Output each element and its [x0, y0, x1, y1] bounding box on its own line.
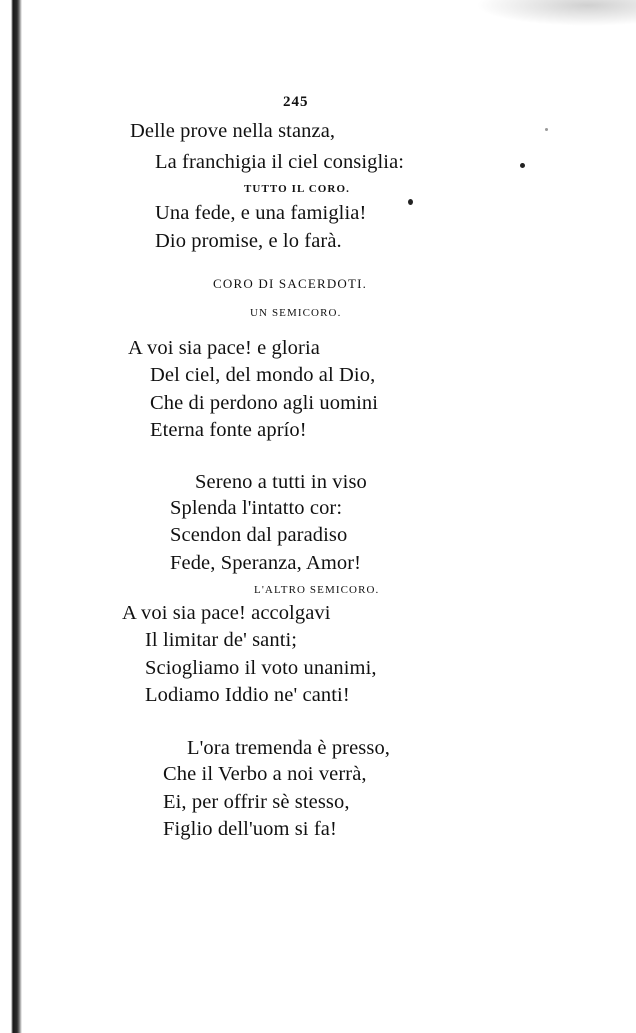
scan-smudge: [476, 0, 636, 26]
verse-line: Che il Verbo a noi verrà,: [163, 763, 367, 785]
verse-line: L'ora tremenda è presso,: [187, 737, 391, 759]
section-heading-coro-di-sacerdoti: CORO DI SACERDOTI.: [213, 276, 368, 291]
verse-line: La franchigia il ciel consiglia:: [155, 151, 405, 173]
speaker-label-un-semicoro: UN SEMICORO.: [250, 307, 342, 319]
verse-line: Eterna fonte aprío!: [150, 419, 307, 441]
verse-line: A voi sia pace! e gloria: [128, 337, 320, 359]
verse-line: A voi sia pace! accolgavi: [122, 602, 331, 624]
speaker-label-altro-semicoro: L'ALTRO SEMICORO.: [254, 584, 380, 596]
verse-line: Che di perdono agli uomini: [150, 392, 379, 414]
verse-line: Ei, per offrir sè stesso,: [163, 791, 350, 813]
verse-line: Scendon dal paradiso: [170, 524, 348, 546]
verse-line: Splenda l'intatto cor:: [170, 497, 343, 519]
ink-speck: [520, 163, 525, 168]
page-number: 245: [283, 94, 309, 110]
binding-edge: [0, 0, 22, 1033]
verse-line: Del ciel, del mondo al Dio,: [150, 364, 376, 386]
verse-line: Figlio dell'uom si fa!: [163, 818, 337, 840]
verse-line: Sereno a tutti in viso: [195, 471, 367, 493]
verse-line: Dio promise, e lo farà.: [155, 230, 342, 252]
verse-line: Sciogliamo il voto unanimi,: [145, 657, 377, 679]
verse-line: Il limitar de' santi;: [145, 629, 298, 651]
verse-line: Una fede, e una famiglia!: [155, 202, 367, 224]
ink-speck: [545, 128, 548, 131]
verse-line: Fede, Speranza, Amor!: [170, 552, 362, 574]
verse-line: Delle prove nella stanza,: [130, 120, 336, 142]
verse-line: Lodiamo Iddio ne' canti!: [145, 684, 350, 706]
ink-speck: [408, 199, 413, 205]
speaker-label-tutto-il-coro: TUTTO IL CORO.: [244, 183, 350, 195]
